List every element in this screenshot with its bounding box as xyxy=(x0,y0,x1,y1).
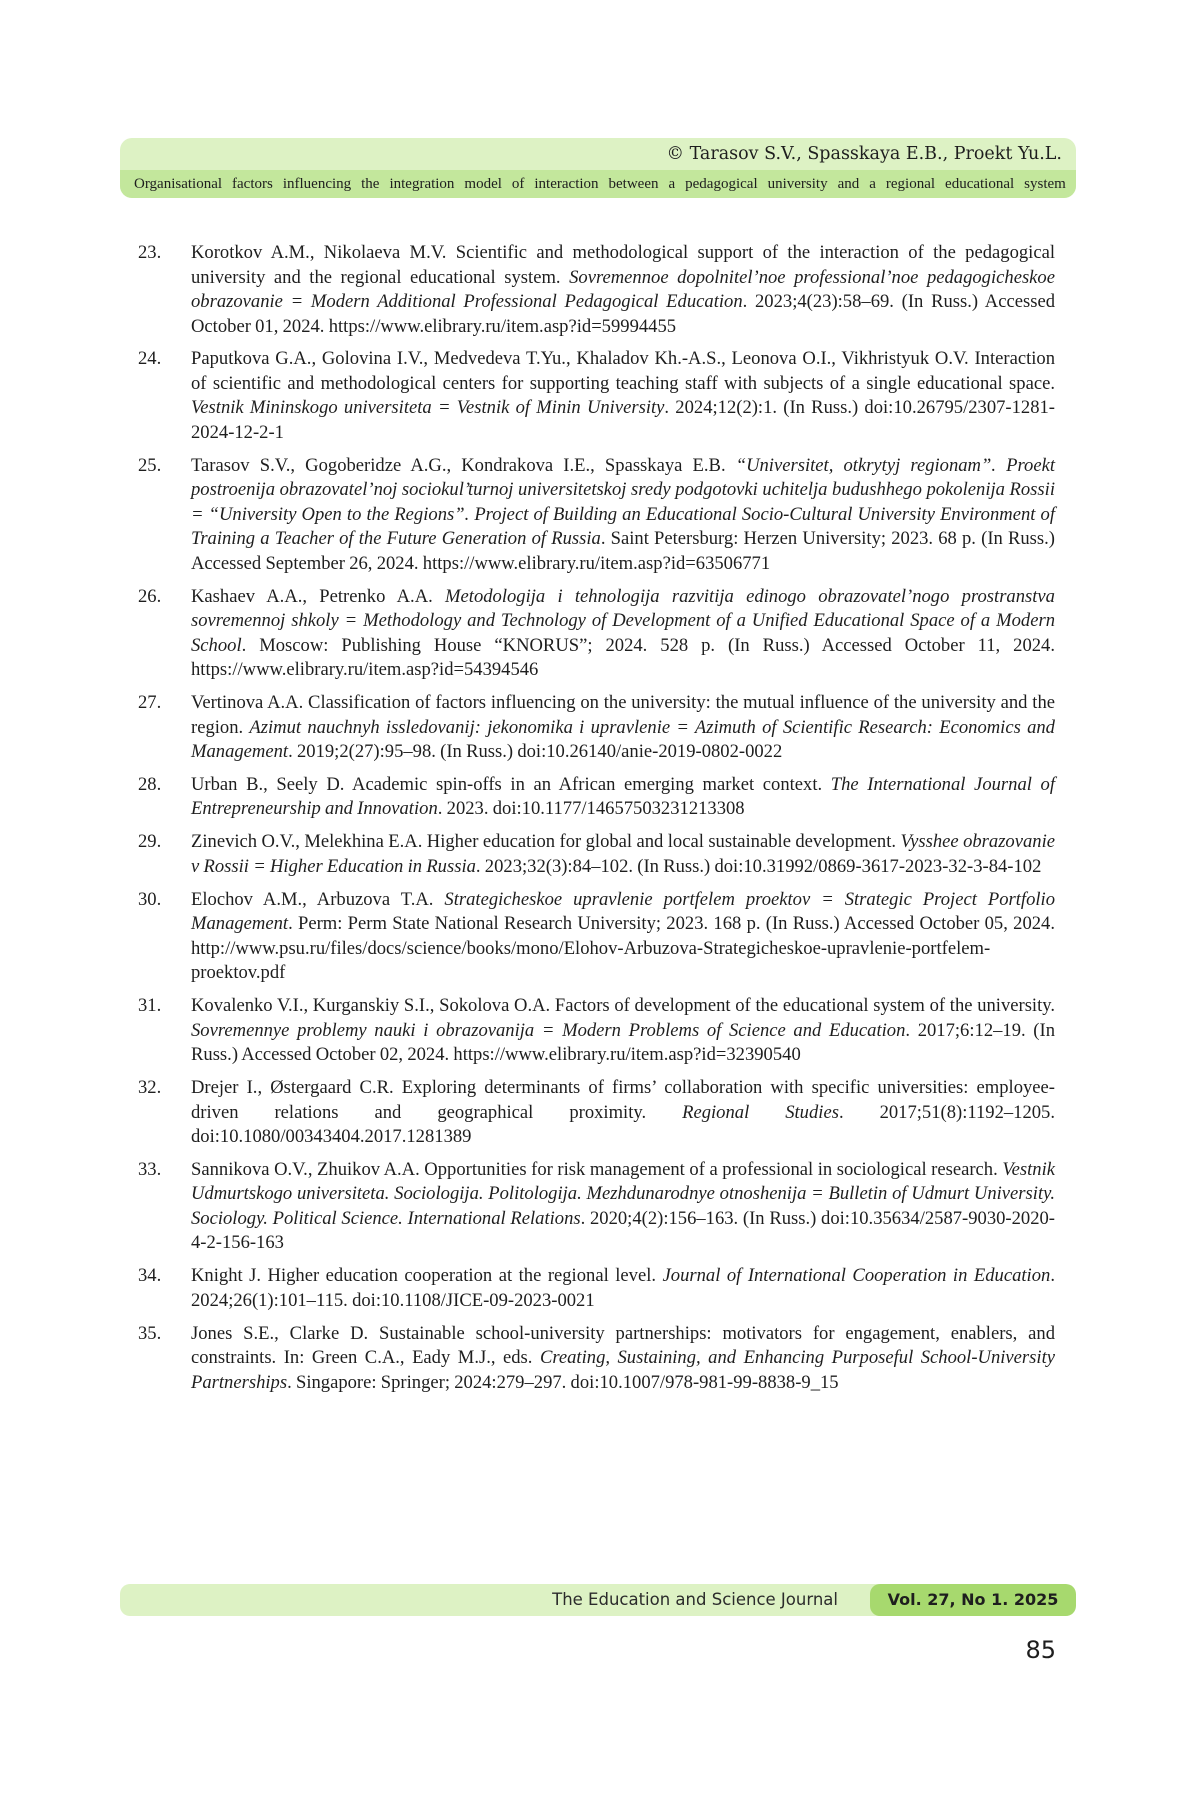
reference-text: Kashaev A.A., Petrenko A.A. xyxy=(191,585,446,607)
reference-text: Zinevich O.V., Melekhina E.A. Higher education for global and local sustainable development. xyxy=(191,831,901,853)
header-title-word: influencing xyxy=(282,175,352,192)
reference-details: . 2023;32(3):84–102. (In Russ.) doi:10.31992/0869-3617-2023-32-3-84-102 xyxy=(475,855,1042,877)
header-title-word: system xyxy=(1024,175,1066,192)
journal-name: The Education and Science Journal xyxy=(552,1590,838,1609)
reference-item xyxy=(138,1076,1055,1150)
page-number: 85 xyxy=(1025,1636,1056,1664)
reference-details: . Saint Petersburg: Herzen University; 2023. 68 p. (In Russ.) Accessed September 26, 2024. https://www.elibrary.ru/item.asp?id=63506771 xyxy=(191,528,1055,574)
reference-source: Vysshee obrazovanie v Rossii = Higher Education in Russia xyxy=(191,831,1055,877)
header-title-word: interaction xyxy=(534,175,599,192)
reference-item xyxy=(138,241,1055,339)
reference-details: . 2023. doi:10.1177/14657503231213308 xyxy=(437,798,745,820)
reference-source: Sovremennoe dopolnitel’noe professional’noe pedagogicheskoe obrazovanie = Modern Additional Professional Pedagogical Education xyxy=(191,266,1055,312)
reference-item xyxy=(138,454,1055,577)
header-title-word: of xyxy=(511,175,525,192)
header-title-word: university xyxy=(767,175,828,192)
reference-source: Vestnik Mininskogo universiteta = Vestnik of Minin University xyxy=(191,397,665,419)
header-title-word: a xyxy=(668,175,676,192)
header-title-word: regional xyxy=(885,175,936,192)
reference-item xyxy=(138,1322,1055,1396)
reference-text: Kovalenko V.I., Kurganskiy S.I., Sokolova O.A. Factors of development of the educational system of the university. xyxy=(191,995,1055,1017)
header-title-word: factors xyxy=(232,175,273,192)
reference-number: 29. xyxy=(138,831,162,853)
reference-text: Drejer I., Østergaard C.R. Exploring determinants of firms’ collaboration with specific universities: employee-driven relations and geographical proximity. xyxy=(191,1077,1055,1123)
reference-item xyxy=(138,1264,1055,1313)
reference-text: Sannikova O.V., Zhuikov A.A. Opportunities for risk management of a professional in sociological research. xyxy=(191,1158,1003,1180)
reference-details: . 2023;4(23):58–69. (In Russ.) Accessed October 01, 2024. https://www.elibrary.ru/item.asp?id=59994455 xyxy=(191,291,1055,337)
header-title-word: a xyxy=(869,175,876,192)
header-title-word: Organisational xyxy=(134,175,223,192)
running-footer xyxy=(120,1584,1076,1616)
reference-details: . 2020;4(2):156–163. (In Russ.) doi:10.35634/2587-9030-2020-4-2-156-163 xyxy=(191,1207,1055,1254)
reference-number: 35. xyxy=(138,1322,162,1344)
running-header xyxy=(120,138,1076,198)
reference-source: Creating, Sustaining, and Enhancing Purposeful School-University Partnerships xyxy=(191,1347,1055,1393)
reference-source: Journal of International Cooperation in Education xyxy=(662,1265,1051,1287)
reference-item xyxy=(138,585,1055,683)
reference-list xyxy=(138,241,1055,1404)
reference-details: . 2024;12(2):1. (In Russ.) doi:10.26795/2307-1281-2024-12-2-1 xyxy=(191,397,1056,443)
reference-text: Elochov A.M., Arbuzova T.A. xyxy=(191,888,445,910)
reference-item xyxy=(138,773,1055,822)
reference-number: 23. xyxy=(138,242,162,263)
reference-details: . 2017;6:12–19. (In Russ.) Accessed October 02, 2024. https://www.elibrary.ru/item.asp?id=32390540 xyxy=(191,1019,1055,1066)
reference-source: Azimut nauchnyh issledovanij: jekonomika i upravlenie = Azimuth of Scientific Research: Economics and Management xyxy=(191,716,1055,763)
reference-details: . 2017;51(8):1192–1205. doi:10.1080/00343404.2017.1281389 xyxy=(191,1101,1055,1148)
reference-number: 26. xyxy=(138,585,162,607)
reference-details: . Moscow: Publishing House “KNORUS”; 2024. 528 p. (In Russ.) Accessed October 11, 2024. https://www.elibrary.ru/item.asp?id=54394546 xyxy=(191,634,1055,681)
reference-source: Vestnik Udmurtskogo universiteta. Sociologija. Politologija. Mezhdunarodnye otnoshenija = Bulletin of Udmurt University. Sociology. Political Science. International Relations xyxy=(191,1158,1055,1229)
reference-text: Tarasov S.V., Gogoberidze A.G., Kondrakova I.E., Spasskaya E.B. xyxy=(191,454,736,476)
header-authors: © Tarasov S.V., Spasskaya E.B., Proekt Yu.L. xyxy=(666,144,1062,164)
reference-number: 25. xyxy=(138,454,162,476)
journal-volume-badge: Vol. 27, No 1. 2025 xyxy=(870,1584,1076,1616)
reference-details: . 2024;26(1):101–115. doi:10.1108/JICE-09-2023-0021 xyxy=(191,1265,1055,1311)
header-article-title xyxy=(120,170,1076,198)
reference-details: . Singapore: Springer; 2024:279–297. doi:10.1007/978-981-99-8838-9_15 xyxy=(287,1371,839,1393)
header-title-word: between xyxy=(608,175,659,192)
reference-item xyxy=(138,691,1055,765)
header-title-word: the xyxy=(361,175,380,192)
reference-number: 30. xyxy=(138,888,162,910)
reference-details: . 2019;2(27):95–98. (In Russ.) doi:10.26140/anie-2019-0802-0022 xyxy=(288,741,783,763)
reference-source: The International Journal of Entrepreneurship and Innovation xyxy=(191,773,1055,820)
reference-text: Paputkova G.A., Golovina I.V., Medvedeva T.Yu., Khaladov Kh.-A.S., Leonova O.I., Vikhristyuk O.V. Interaction of scientific and methodological centers for supporting teaching staff with subjects of a single educational space. xyxy=(191,348,1055,394)
reference-item xyxy=(138,347,1055,445)
reference-text: Vertinova A.A. Classification of factors influencing on the university: the mutual influence of the university and the region. xyxy=(191,692,1055,738)
reference-text: Korotkov A.M., Nikolaeva M.V. Scientific and methodological support of the interaction of the pedagogical university and the regional educational system. xyxy=(191,242,1055,288)
reference-number: 32. xyxy=(138,1077,162,1099)
reference-source: “Universitet, otkrytyj regionam”. Proekt postroenija obrazovatel’noj sociokul’turnoj universitetskoj sredy podgotovki uchitelja budushhego pokolenija Rossii = “University Open to the Regions”. Project of Building an Educational Socio-Cultural University Environment of Training a Teacher of the Future Generation of Russia xyxy=(191,454,1055,550)
reference-item xyxy=(138,1158,1055,1256)
reference-text: Urban B., Seely D. Academic spin-offs in an African emerging market context. xyxy=(191,773,831,795)
reference-item xyxy=(138,888,1055,986)
reference-number: 27. xyxy=(138,692,162,714)
reference-number: 31. xyxy=(138,995,162,1017)
reference-number: 24. xyxy=(138,348,162,370)
header-title-word: pedagogical xyxy=(685,175,758,192)
reference-number: 34. xyxy=(138,1265,162,1287)
reference-source: Sovremennye problemy nauki i obrazovanija = Modern Problems of Science and Education xyxy=(191,1019,906,1041)
reference-source: Metodologija i tehnologija razvitija edinogo obrazovatel’nogo prostranstva sovremennoj shkoly = Methodology and Technology of Development of a Unified Educational Space of a Modern School xyxy=(191,585,1055,656)
header-title-word: model xyxy=(464,175,502,192)
header-title-word: integration xyxy=(389,175,455,192)
reference-item xyxy=(138,830,1055,879)
reference-item xyxy=(138,994,1055,1068)
reference-source: Strategicheskoe upravlenie portfelem proektov = Strategic Project Portfolio Management xyxy=(191,888,1055,935)
reference-number: 33. xyxy=(138,1158,162,1180)
reference-text: Jones S.E., Clarke D. Sustainable school-university partnerships: motivators for engagement, enablers, and constraints. In: Green C.A., Eady M.J., eds. xyxy=(191,1322,1055,1369)
reference-text: Knight J. Higher education cooperation at the regional level. xyxy=(191,1265,663,1287)
header-title-word: and xyxy=(837,175,860,192)
reference-details: . Perm: Perm State National Research University; 2023. 168 p. (In Russ.) Accessed October 05, 2024. http://www.psu.ru/files/docs/science/books/mono/Elohov-Arbuzova-Strategicheskoe-upravlenie-portfelem-proektov.pdf xyxy=(191,913,1055,984)
reference-source: Regional Studies xyxy=(682,1101,839,1123)
header-title-word: educational xyxy=(945,175,1015,192)
reference-number: 28. xyxy=(138,773,162,795)
